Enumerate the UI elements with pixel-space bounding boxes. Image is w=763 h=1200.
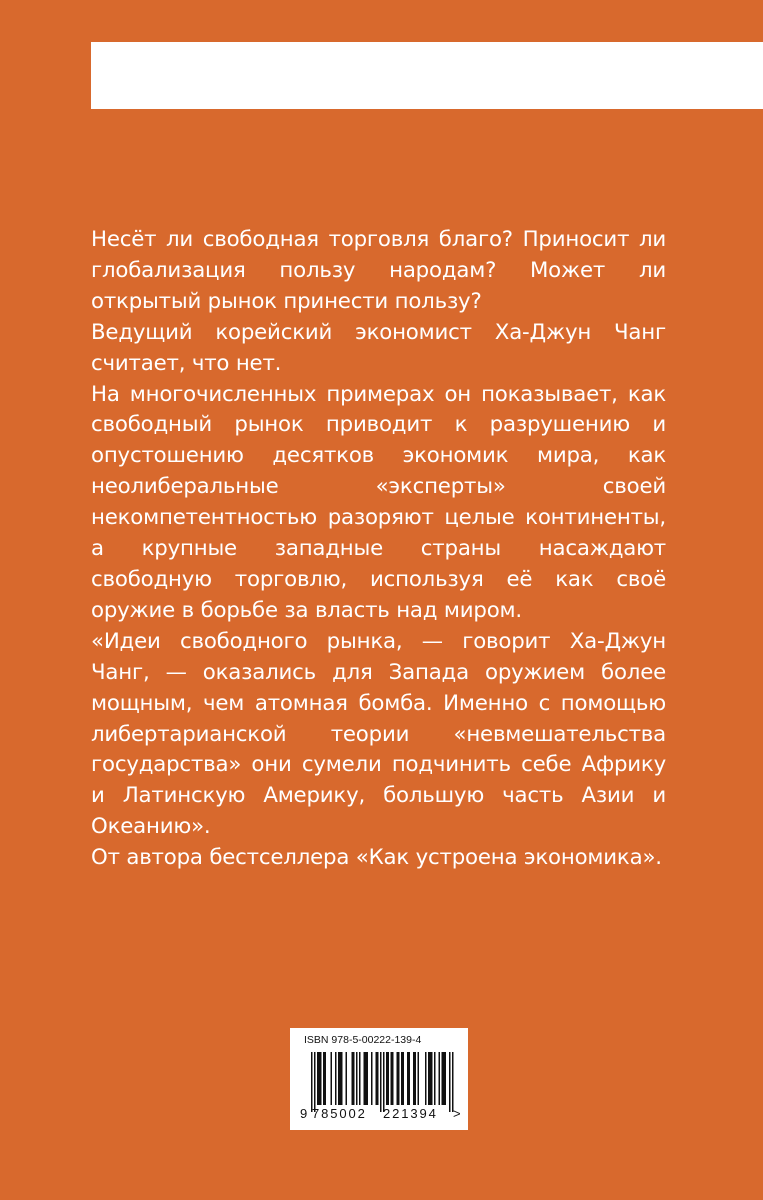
barcode-bar [371, 1052, 373, 1105]
blurb-paragraph-examples: На многочисленных примерах он показывает, как свободный рынок приводит к разрушению и опустошению десятков экономик мира, как неолиберальные «эксперты» своей некомпетентностью разоряют целые континенты, а крупные западные страны насаждают свободную торговлю, используя её как своё оружие в борьбе за власть над миром. [91, 381, 666, 623]
barcode-bar [317, 1052, 322, 1105]
barcode-bar [442, 1052, 447, 1105]
barcode-bar [346, 1052, 348, 1105]
barcode-guard-bar [311, 1052, 313, 1112]
barcode-bar [338, 1052, 343, 1105]
barcode-bar [364, 1052, 369, 1105]
barcode-guard-bar [383, 1052, 385, 1112]
blurb-paragraph-quote: «Идеи свободного рынка, — говорит Ха-Джун Чанг, — оказались для Запада оружием более мощным, чем атомная бомба. Именно с помощью либертарианской теории «невмешательства государства» они сумели подчинить себе Африку и Латинскую Америку, большую часть Азии и Океанию». [91, 628, 666, 840]
barcode-bar [356, 1052, 358, 1105]
barcode-bar [425, 1052, 427, 1105]
barcode-guard-bar [380, 1052, 382, 1112]
barcode-bar [376, 1052, 379, 1105]
barcode-guard-bar [449, 1052, 451, 1112]
barcode-bar [413, 1052, 416, 1105]
blurb-paragraph-bestseller: От автора бестселлера «Как устроена экономика». [91, 845, 662, 871]
barcode-bar [335, 1052, 337, 1105]
barcode-bar [397, 1052, 400, 1105]
barcode-guard-bar [452, 1052, 454, 1112]
barcode-bar [439, 1052, 441, 1105]
barcode-bar [331, 1052, 333, 1105]
barcode-bar [407, 1052, 410, 1105]
top-white-band [91, 42, 763, 109]
back-cover-blurb [91, 225, 666, 874]
quiet-zone-mark: > [453, 1106, 461, 1121]
ean-right-group: 221394 [383, 1106, 438, 1121]
isbn-barcode-box [290, 1028, 468, 1130]
barcode-bar [323, 1052, 326, 1105]
barcode-bar [428, 1052, 433, 1105]
barcode-bar [352, 1052, 355, 1105]
blurb-paragraph-author-opinion: Ведущий корейский экономист Ха-Джун Чанг считает, что нет. [91, 319, 666, 376]
barcode-guard-bar [314, 1052, 316, 1112]
ean-first-digit: 9 [300, 1106, 308, 1121]
barcode-bar [391, 1052, 394, 1105]
ean-left-group: 785002 [312, 1106, 367, 1121]
blurb-paragraph-questions: Несёт ли свободная торговля благо? Приносит ли глобализация пользу народам? Может ли открытый рынок принести пользу? [91, 227, 666, 314]
barcode-bar [359, 1052, 361, 1105]
isbn-label: ISBN 978-5-00222-139-4 [304, 1034, 422, 1046]
barcode-bar [386, 1052, 389, 1105]
barcode-bar [401, 1052, 404, 1105]
barcode-bar [418, 1052, 420, 1105]
barcode-bar [434, 1052, 436, 1105]
